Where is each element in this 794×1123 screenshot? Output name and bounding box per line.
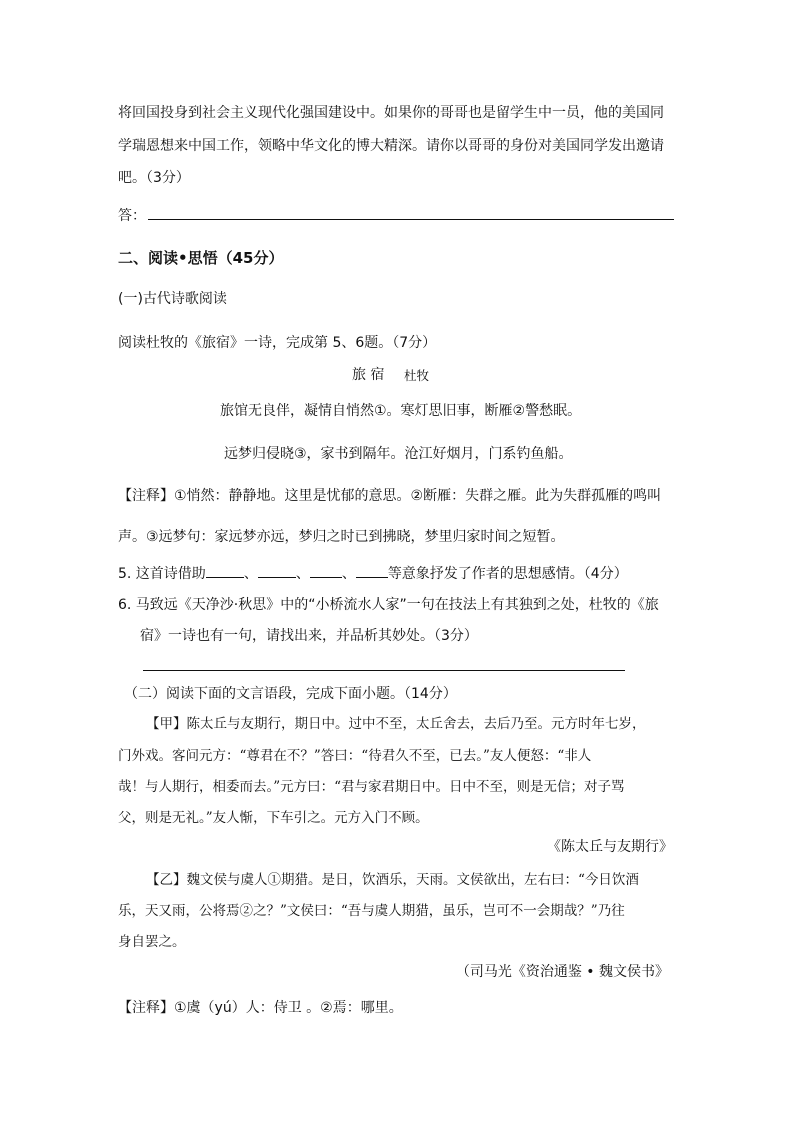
intro-line-1: 将回国投身到社会主义现代化强国建设中。如果你的哥哥也是留学生中一员，他的美国同 bbox=[118, 105, 664, 121]
answer-line[interactable] bbox=[148, 219, 674, 220]
poem-line-2: 远梦归侵晓③，家书到隔年。沧江好烟月，门系钓鱼船。 bbox=[224, 446, 573, 462]
question-5-prefix: 5. 这首诗借助 bbox=[118, 566, 206, 582]
passage-jia-line-4: 父，则是无礼。”友人惭，下车引之。元方入门不顾。 bbox=[118, 810, 429, 826]
passage-jia-line-2: 门外戏。客问元方：“尊君在不？”答曰：“待君久不至，已去。”友人便怒：“非人 bbox=[118, 748, 592, 764]
passage-jia-line-1: 【甲】陈太丘与友期行，期日中。过中不至，太丘舍去，去后乃至。元方时年七岁， bbox=[146, 716, 646, 732]
separator: 、 bbox=[341, 566, 356, 582]
answer-blank-2[interactable] bbox=[258, 563, 296, 578]
answer-blank-4[interactable] bbox=[356, 563, 388, 578]
subsection-title: (一)古代诗歌阅读 bbox=[118, 291, 227, 307]
passage-yi-source: （司马光《资治通鉴 • 魏文侯书》 bbox=[455, 964, 669, 980]
poem-title: 旅 宿 bbox=[352, 367, 385, 383]
separator: 、 bbox=[243, 566, 258, 582]
answer-blank-1[interactable] bbox=[206, 563, 244, 578]
poem-notes-line-1: 【注释】①悄然：静静地。这里是忧郁的意思。②断雁：失群之雁。此为失群孤雁的鸣叫 bbox=[118, 488, 662, 504]
poem-author: 杜牧 bbox=[404, 368, 430, 383]
passage-yi-line-1: 【乙】魏文侯与虞人①期猎。是日，饮酒乐，天雨。文侯欲出，左右曰：“今日饮酒 bbox=[146, 872, 639, 888]
section-title: 二、阅读•思悟（45分） bbox=[118, 249, 284, 267]
question-5-suffix: 等意象抒发了作者的思想感情。（4分） bbox=[387, 566, 628, 582]
answer-blank-3[interactable] bbox=[310, 563, 342, 578]
separator: 、 bbox=[295, 566, 310, 582]
answer-label: 答： bbox=[118, 208, 146, 224]
intro-line-3: 吧。（3分） bbox=[118, 170, 190, 186]
passage-jia-line-3: 哉！与人期行，相委而去。”元方曰：“君与家君期日中。日中不至，则是无信；对子骂 bbox=[118, 779, 625, 795]
subsection-title: （二）阅读下面的文言语段，完成下面小题。（14分） bbox=[124, 686, 457, 702]
passage-jia-source: 《陈太丘与友期行》 bbox=[547, 839, 673, 855]
poem-notes-line-2: 声。③远梦句：家远梦亦远，梦归之时已到拂晓，梦里归家时间之短暂。 bbox=[118, 529, 565, 545]
passage-yi-line-2: 乐，天又雨，公将焉②之？”文侯曰：“吾与虞人期猎，虽乐，岂可不一会期哉？”乃往 bbox=[118, 903, 625, 919]
question-5 bbox=[118, 563, 628, 583]
passage-yi-line-3: 身自罢之。 bbox=[118, 934, 186, 950]
question-6-line-1: 6. 马致远《天净沙·秋思》中的“小桥流水人家”一句在技法上有其独到之处，杜牧的《旅 bbox=[118, 597, 659, 613]
answer-line[interactable] bbox=[143, 670, 625, 671]
question-6-line-2: 宿》一诗也有一句，请找出来，并品析其妙处。（3分） bbox=[140, 628, 478, 644]
poem-prompt: 阅读杜牧的《旅宿》一诗，完成第 5、6题。（7分） bbox=[118, 335, 437, 351]
poem-line-1: 旅馆无良伴，凝情自悄然①。寒灯思旧事，断雁②警愁眠。 bbox=[220, 403, 582, 419]
intro-line-2: 学瑞恩想来中国工作，领略中华文化的博大精深。请你以哥哥的身份对美国同学发出邀请 bbox=[118, 138, 664, 154]
passage-notes: 【注释】①虞（yú）人：侍卫 。②焉：哪里。 bbox=[118, 1000, 403, 1016]
